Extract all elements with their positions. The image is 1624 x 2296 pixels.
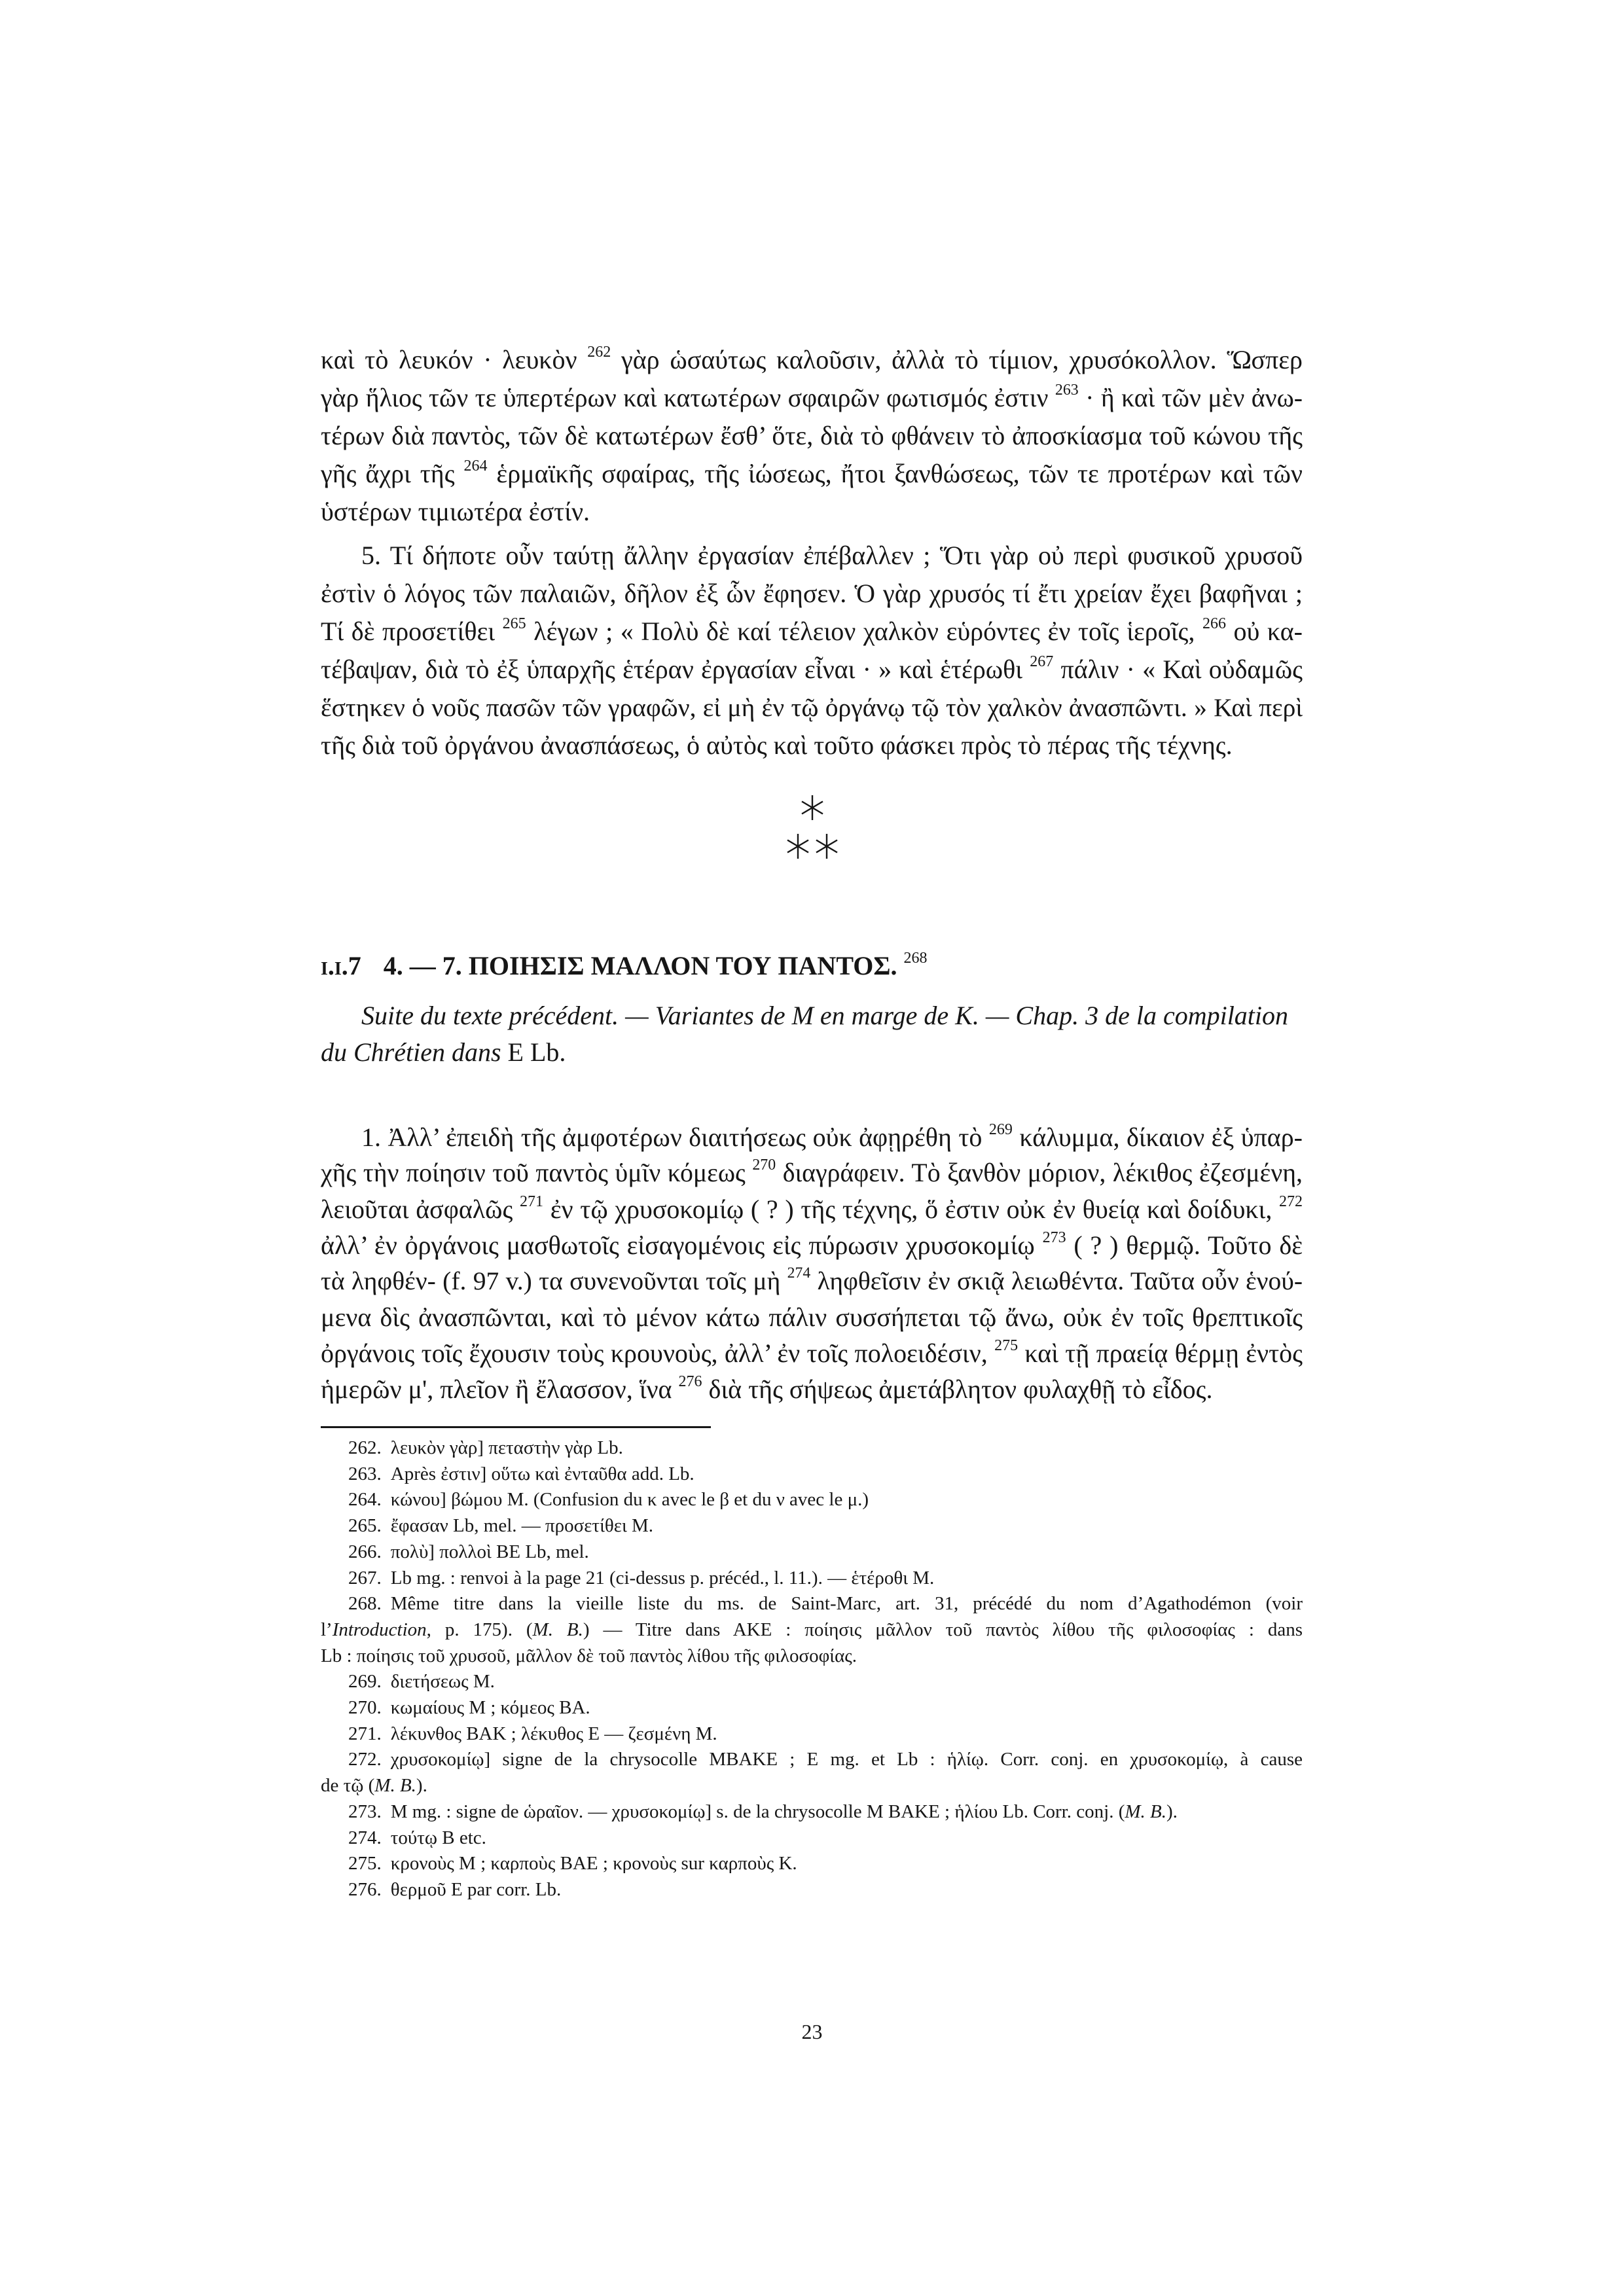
text-segment: οὐ κα- [1225,617,1303,646]
text-segment: ἐστὶν ὁ λόγος τῶν παλαιῶν, δῆλον ἐξ ὧν ἔφησεν. Ὁ γὰρ χρυσός τί ἔτι χρείαν ἔχει βαφῆναι ; [321,579,1303,608]
text-line [321,1695,1303,1721]
footnote-ref: 273 [1042,1229,1066,1246]
line-content [321,1749,1303,1770]
footnote-ref: 271 [520,1193,544,1210]
text-line [321,1747,1303,1773]
text-line [321,1513,1303,1539]
text-segment: θερμοῦ E par corr. Lb. [390,1878,562,1900]
footnote-number: 266. [348,1541,382,1562]
text-segment: M mg. : signe de ὡραῖον. — χρυσοκομίῳ] s. de la chrysocolle M BAKE ; ἡλίου Lb. Corr. conj. ( [390,1801,1125,1822]
asterisk-icon [814,832,840,861]
text-segment: τὰ ληφθέν- (f. 97 v.) τα συνενοῦνται τοῖς μὴ [321,1266,787,1295]
text-segment: κώνου] βώμου M. (Confusion du κ avec le β et du ν avec le μ.) [390,1489,869,1511]
text-segment: τέρων διὰ παντὸς, τῶν δὲ κατωτέρων ἔσθ’ ὅτε, διὰ τὸ φθάνειν τὸ ἀποσκίασμα τοῦ κώνου τῆς [321,421,1303,450]
section-subtitle [321,997,1303,1071]
text-segment: καὶ τῇ πραείᾳ θέρμῃ ἐντὸς [1018,1338,1303,1368]
text-segment: · ἢ καὶ τῶν μὲν ἀνω- [1078,384,1303,412]
text-segment: πολὺ] πολλοὶ BE Lb, mel. [390,1541,589,1562]
footnote-ref: 265 [502,615,526,632]
text-segment: , p. 175). ( [426,1619,533,1640]
text-segment: καὶ τὸ λευκόν · λευκὸν [321,345,588,374]
italic-segment: du Chrétien dans [321,1037,501,1067]
line-content [321,1541,589,1562]
text-segment: τῆς διὰ τοῦ ὀργάνου ἀνασπάσεως, ὁ αὐτὸς καὶ τοῦτο φάσκει πρὸς τὸ πέρας τῆς τέχνης. [321,730,1233,760]
footnote-number: 276. [348,1878,382,1900]
text-segment: διαγράφειν. Τὸ ξανθὸν μόριον, λέκιθος ἐζεσμένη, [776,1158,1303,1187]
footnote-number: 273. [348,1801,382,1822]
text-line [321,341,1303,379]
section-title: 4. — 7. ΠΟΙΗΣΙΣ ΜΑΛΛΟΝ ΤΟΥ ΠΑΝΤΟΣ. [383,951,897,980]
footnote-ref: 272 [1279,1193,1303,1210]
line-content [321,579,1303,608]
line-content [321,1645,857,1666]
text-segment: πάλιν · « Καὶ οὐδαμῶς [1053,655,1303,684]
line-content [321,497,590,526]
text-segment: τέβαψαν, διὰ τὸ ἐξ ὑπαρχῆς ἑτέραν ἐργασίαν εἶναι · » καὶ ἑτέρωθι [321,655,1030,684]
footnote-number: 271. [348,1723,382,1744]
line-content [321,1619,1303,1640]
line-content [321,1879,561,1900]
text-line [321,1487,1303,1513]
asterisk-icon [785,832,811,861]
footnote-number: 274. [348,1827,382,1848]
text-segment: l’ [321,1619,333,1640]
text-line [321,1669,1303,1695]
line-content [321,1037,566,1067]
line-content [321,1374,1213,1404]
footnote-number: 270. [348,1697,382,1719]
text-segment: ). [416,1775,427,1797]
footnote-ref: 263 [1055,382,1079,399]
text-segment: λέγων ; « Πολὺ δὲ καί τέλειον χαλκὸν εὑρόντες ἐν τοῖς ἱεροῖς, [526,617,1202,646]
text-line [321,1335,1303,1371]
text-segment: γὰρ ἥλιος τῶν τε ὑπερτέρων καὶ κατωτέρων σφαιρῶν φωτισμός ἐστιν [321,384,1055,412]
text-segment: διετήσεως M. [390,1671,495,1693]
line-content [321,730,1233,760]
text-segment: γὰρ ὡσαύτως καλοῦσιν, ἀλλὰ τὸ τίμιον, χρυσόκολλον. Ὥσπερ [611,345,1303,374]
text-segment: ). [1166,1801,1178,1822]
text-segment: τούτῳ B etc. [390,1827,486,1848]
line-content [321,1489,869,1510]
text-line [321,997,1303,1034]
footnote-ref: 266 [1202,615,1226,632]
paragraph-1 [321,1119,1303,1407]
footnote-number: 262. [348,1437,382,1458]
section-heading [321,948,1303,984]
text-segment: κάλυμμα, δίκαιον ἐξ ὑπαρ- [1012,1122,1303,1152]
footnote-number: 275. [348,1853,382,1874]
text-line [321,1591,1303,1617]
paragraph-continuation [321,341,1303,531]
line-content [321,384,1303,412]
line-content [361,1001,1288,1030]
footnote-ref: 275 [994,1337,1019,1354]
footnote-ref: 276 [678,1373,702,1390]
text-line [321,1462,1303,1488]
text-segment: ἀλλ’ ἐν ὀργάνοις μασθωτοῖς εἰσαγομένοις εἰς πύρωσιν χρυσοκομίῳ [321,1230,1043,1260]
italic-segment: M. B. [1125,1801,1166,1822]
text-line [321,1371,1303,1407]
asterism [0,793,1624,864]
text-line [321,1227,1303,1263]
text-segment: de τῷ ( [321,1775,375,1797]
text-segment: Lb : ποίησις τοῦ χρυσοῦ, μᾶλλον δὲ τοῦ παντὸς λίθου τῆς φιλοσοφίας. [321,1645,857,1666]
footnote-number: 267. [348,1567,382,1588]
line-content [321,1437,623,1458]
text-segment: γῆς ἄχρι τῆς [321,459,464,488]
text-segment: κρονοὺς M ; καρποὺς BAE ; κρονοὺς sur καρποὺς K. [390,1853,797,1874]
asterisk-icon [799,793,825,822]
line-content [321,1515,653,1536]
text-segment: ἕστηκεν ὁ νοῦς πασῶν τῶν γραφῶν, εἰ μὴ ἐν τῷ ὀργάνῳ τῷ τὸν χαλκὸν ἀνασπῶντι. » Καὶ περὶ [321,693,1303,722]
text-line [321,651,1303,689]
text-segment: ὑστέρων τιμιωτέρα ἐστίν. [321,497,590,526]
line-content [321,1827,486,1848]
footnote-number: 263. [348,1463,382,1484]
text-line [321,1851,1303,1877]
text-line [321,417,1303,455]
text-segment: ἑρμαϊκῆς σφαίρας, τῆς ἰώσεως, ἤτοι ξανθώσεως, τῶν τε προτέρων καὶ τῶν [487,459,1303,488]
paragraph-5 [321,537,1303,764]
text-line [321,1435,1303,1462]
line-content [361,1122,1303,1152]
text-line [321,1825,1303,1852]
footnote-ref: 264 [463,457,488,475]
text-line [321,1119,1303,1155]
text-line [321,1773,1303,1799]
footnote-ref: 274 [787,1265,811,1282]
footnote-separator [321,1426,711,1428]
text-segment: ὀργάνοις τοῖς ἔχουσιν τοὺς κρουνοὺς, ἀλλ’ ἐν τοῖς πολοειδέσιν, [321,1338,995,1368]
text-line [321,1877,1303,1903]
text-segment: Τί δὲ προσετίθει [321,617,503,646]
text-line [321,689,1303,726]
italic-segment: Suite du texte précédent. — Variantes de M en marge de K. — Chap. 3 de la compilation [361,1001,1289,1030]
text-segment: κωμαίους M ; κόμεος BA. [390,1697,590,1719]
line-content [321,1463,695,1484]
line-content [321,421,1303,450]
line-content [321,345,1303,374]
text-line [321,726,1303,764]
italic-segment: Introduction [332,1619,427,1640]
text-segment: E Lb. [501,1037,566,1067]
footnotes [321,1435,1303,1903]
footnote-number: 265. [348,1515,382,1537]
text-line [321,379,1303,417]
line-content [321,1775,427,1796]
line-content [321,1194,1303,1224]
text-segment: λειοῦται ἀσφαλῶς [321,1194,520,1224]
text-line [321,1263,1303,1299]
text-segment: λευκὸν γὰρ] πεταστὴν γὰρ Lb. [390,1437,623,1458]
text-line [321,1617,1303,1643]
line-content [321,1671,495,1692]
text-segment: Même titre dans la vieille liste du ms. de Saint-Marc, art. 31, précédé du nom d’Agathodémon (voir [390,1593,1303,1615]
line-content [321,1338,1303,1368]
line-content [321,1593,1303,1614]
text-line [321,613,1303,651]
text-segment: Lb mg. : renvoi à la page 21 (ci-dessus p. précéd., l. 11.). — ἑτέροθι M. [390,1567,935,1588]
footnote-number: 268. [348,1593,382,1615]
text-line [321,455,1303,493]
text-segment: χῆς τὴν ποίησιν τοῦ παντὸς ὑμῖν κόμεως [321,1158,753,1187]
line-content [321,459,1303,488]
text-segment: διὰ τῆς σήψεως ἀμετάβλητον φυλαχθῇ τὸ εἶδος. [702,1374,1213,1404]
footnote-number: 272. [348,1749,382,1770]
text-segment: λέκυνθος BAK ; λέκυθος E — ζεσμένη M. [390,1723,717,1744]
text-segment: ) — Titre dans AKE : ποίησις μᾶλλον τοῦ παντὸς λίθου τῆς φιλοσοφίας : dans [583,1619,1303,1640]
text-segment: ἔφασαν Lb, mel. — προσετίθει M. [390,1515,654,1537]
line-content [321,655,1303,684]
line-content [321,1302,1303,1332]
text-segment: 1. Ἀλλ’ ἐπειδὴ τῆς ἀμφοτέρων διαιτήσεως οὐκ ἀφῃρέθη τὸ [361,1122,989,1152]
italic-segment: M. B. [532,1619,583,1640]
text-segment: ἐν τῷ χρυσοκομίῳ ( ? ) τῆς τέχνης, ὅ ἐστιν οὐκ ἐν θυείᾳ καὶ δοίδυκι, [543,1194,1279,1224]
line-content [321,1230,1303,1260]
footnote-ref: 270 [752,1157,776,1174]
text-line [321,1799,1303,1825]
footnote-number: 269. [348,1671,382,1693]
line-content [321,1266,1303,1295]
line-content [361,541,1303,570]
text-segment: ληφθεῖσιν ἐν σκιᾷ λειωθέντα. Ταῦτα οὖν ἑνού- [810,1266,1303,1295]
text-segment: ἡμερῶν μ', πλεῖον ἢ ἔλασσον, ἵνα [321,1374,679,1404]
line-content [321,1568,934,1588]
text-line [321,537,1303,575]
line-content [321,1158,1303,1187]
line-content [321,693,1303,722]
line-content [321,1697,590,1718]
footnote-ref: 268 [903,950,928,967]
text-line [321,1191,1303,1227]
page-number: 23 [801,2020,823,2043]
text-line [321,1299,1303,1335]
footnote-ref: 267 [1030,653,1054,670]
text-line [321,1155,1303,1191]
italic-segment: M. B. [374,1775,416,1797]
text-segment: Après ἐστιν] οὕτω καὶ ἐνταῦθα add. Lb. [390,1463,695,1484]
text-line [321,1034,1303,1071]
line-content [321,617,1303,646]
footnote-ref: 269 [988,1121,1013,1138]
text-line [321,1539,1303,1566]
text-segment: μενα δὶς ἀνασπῶνται, καὶ τὸ μένον κάτω πάλιν συσσήπεται τῷ ἄνω, οὐκ ἐν τοῖς θρεπτικοῖς [321,1302,1303,1332]
footnote-ref: 262 [587,344,611,361]
text-line [321,1566,1303,1592]
line-content [321,1723,717,1744]
text-segment: ( ? ) θερμῷ. Τοῦτο δὲ [1066,1230,1303,1260]
section-number: i.i.7 [321,951,361,980]
text-line [321,1721,1303,1748]
footnote-number: 264. [348,1489,382,1511]
text-segment: χρυσοκομίῳ] signe de la chrysocolle MBAKE ; E mg. et Lb : ἡλίῳ. Corr. conj. en χρυσοκομίῳ, à cause [390,1749,1303,1770]
text-line [321,575,1303,613]
text-line [321,493,1303,531]
line-content [321,1853,797,1874]
text-segment: 5. Τί δήποτε οὖν ταύτῃ ἄλλην ἐργασίαν ἐπέβαλλεν ; Ὅτι γὰρ οὐ περὶ φυσικοῦ χρυσοῦ [361,541,1303,570]
line-content [321,1801,1178,1822]
text-line [321,1643,1303,1670]
